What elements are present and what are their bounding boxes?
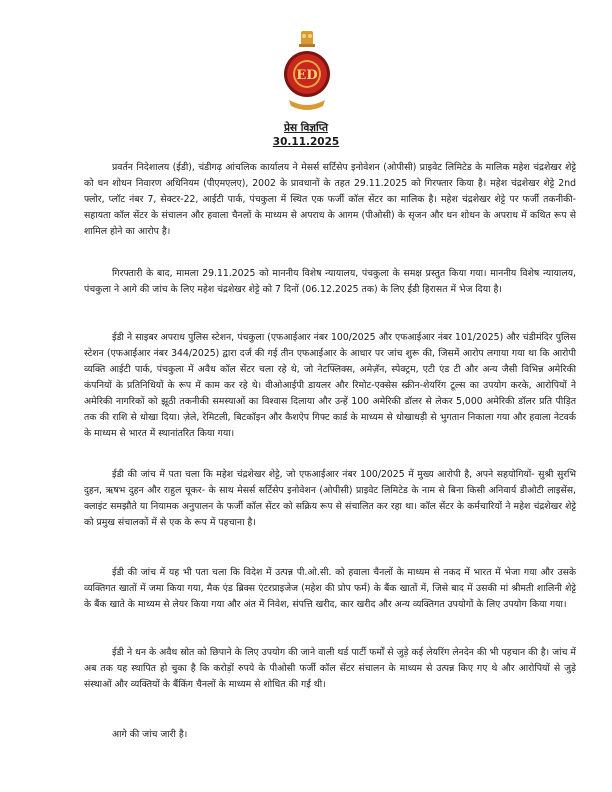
press-release-date: 30.11.2025 — [272, 136, 340, 148]
paragraph-associates: ईडी की जांच में पता चला कि महेश चंद्रशेखर शेट्टे, जो एफआईआर नंबर 100/2025 में मुख्य आरोपी है, अपने सहयोगियों- सुश्री सुरभि दुहन, ऋषभ दुहन और राहुल चूकर- के साथ मेसर्स सर्टिसेप इनोवेशन (ओपीसी) प्राइवेट लिमिटेड के नाम से बिना किसी अनिवार्य डीओटी लाइसेंस, क्लाइंट समझौते या नियामक अनुपालन के फर्जी कॉल सेंटर को सक्रिय रूप से संचालित कर रहा था। कॉल सेंटर के कर्मचारियों ने महेश चंद्रशेखर शेट्टे को प्रमुख संचालकों में से एक के रूप में पहचाना है। — [84, 469, 576, 528]
svg-text:ED: ED — [296, 68, 318, 83]
enforcement-directorate-logo — [281, 30, 333, 112]
paragraph-arrest: प्रवर्तन निदेशालय (ईडी), चंडीगढ़ आंचलिक कार्यालय ने मेसर्स सर्टिसेप इनोवेशन (ओपीसी) प्राइवेट लिमिटेड के मालिक महेश चंद्रशेखर शेट्टे को धन शोधन निवारण अधिनियम (पीएमएलए), 2002 के प्रावधानों के तहत 29.11.2025 को गिरफ्तार किया है। महेश चंद्रशेखर शेट्टे 2nd फ्लोर, प्लॉट नंबर 7, सेक्टर-22, आईटी पार्क, पंचकुला में स्थित एक फर्जी कॉल सेंटर का मालिक है। महेश चंद्रशेखर शेट्टे पर फर्जी तकनीकी-सहायता कॉल सेंटर के संचालन और हवाला चैनलों के माध्यम से अपराध के आगम (पीओसी) के सृजन और धन शोधन के अपराध में कथित रूप से शामिल होने का आरोप है। — [84, 162, 576, 237]
ashoka-emblem-icon — [299, 31, 315, 47]
paragraph-fir-background: ईडी ने साइबर अपराध पुलिस स्टेशन, पंचकुला (एफआईआर नंबर 100/2025 और एफआईआर नंबर 101/2025) और चंडीमंदिर पुलिस स्टेशन (एफआईआर नंबर 344/2025) द्वारा दर्ज की गई तीन एफआईआर के आधार पर जांच शुरू की, जिसमें आरोप लगाया गया था कि आरोपी व्यक्ति आईटी पार्क, पंचकुला में अवैध कॉल सेंटर चला रहे थे, जो नेटफ्लिक्स, अमेज़ॅन, स्पेक्ट्रम, एटी एंड टी और अन्य जैसी विभिन्न अमेरिकी कंपनियों के प्रतिनिधियों के रूप में काम कर रहे थे। वीओआईपी डायलर और रिमोट-एक्सेस स्क्रीन-शेयरिंग टूल्स का उपयोग करके, आरोपियों ने अमेरिकी नागरिकों को झूठी तकनीकी समस्याओं का विश्वास दिलाया और उन्हें 100 अमेरिकी डॉलर से लेकर 5,000 अमेरिकी डॉलर प्रति पीड़ित तक की राशि से धोखा दिया। ज़ेले, रेमिटली, बिटकॉइन और कैशऐप गिफ्ट कार्ड के माध्यम से धोखाधड़ी से भुगतान निकाला गया और हवाला नेटवर्क के माध्यम से भारत में स्थानांतरित किया गया। — [84, 332, 576, 439]
paragraph-hawala-channels: ईडी की जांच में यह भी पता चला कि विदेश में उत्पन्न पी.ओ.सी. को हवाला चैनलों के माध्यम से नकद में भारत में भेजा गया और उसके व्यक्तिगत खातों में जमा किया गया, मैक एंड ब्रिक्स एंटरप्राइजेज (महेश की प्रोप फर्म) के बैंक खातों में, जिसे बाद में उसकी मां श्रीमती शालिनी शेट्टे के बैंक खाते के माध्यम से लेयर किया गया और अंत में निवेश, संपत्ति खरीद, कार खरीद और अन्य व्यक्तिगत उपयोगों के लिए उपयोग किया गया। — [84, 567, 576, 610]
ed-seal-icon — [284, 51, 330, 97]
paragraph-court-custody: गिरफ्तारी के बाद, मामला 29.11.2025 को माननीय विशेष न्यायालय, पंचकुला के समक्ष प्रस्तुत किया गया। माननीय विशेष न्यायालय, पंचकुला ने आगे की जांच के लिए महेश चंद्रशेखर शेट्टे को 7 दिनों (06.12.2025 तक) के लिए ईडी हिरासत में भेज दिया है। — [84, 268, 576, 295]
seal-ribbon — [289, 100, 325, 110]
paragraph-closing: आगे की जांच जारी है। — [112, 729, 188, 740]
paragraph-layering: ईडी ने धन के अवैध स्रोत को छिपाने के लिए उपयोग की जाने वाली थर्ड पार्टी फर्मों से जुड़े कई लेयरिंग लेनदेन की भी पहचान की है। जांच में अब तक यह स्थापित हो चुका है कि करोड़ों रुपये के पीओसी फर्जी कॉल सेंटर संचालन के माध्यम से उत्पन्न किए गए थे और आरोपियों से जुड़े संस्थाओं और व्यक्तियों के बैंकिंग चैनलों के माध्यम से शोधित की गई थी। — [84, 647, 576, 690]
press-release-title: प्रेस विज्ञप्ति — [284, 122, 328, 134]
